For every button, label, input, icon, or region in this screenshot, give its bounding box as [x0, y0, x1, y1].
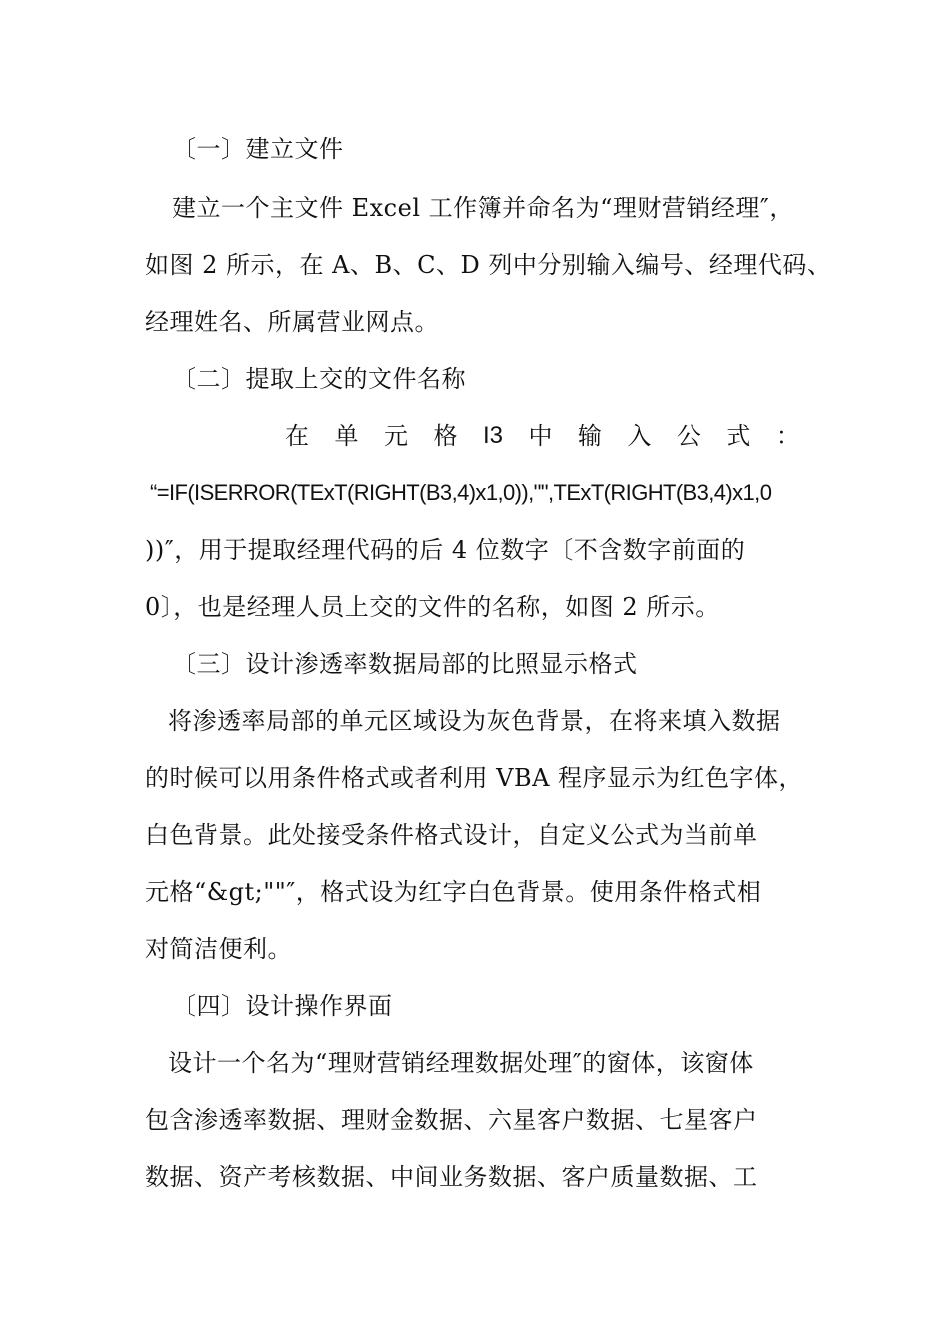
- paragraph-2-formula-line: “=IF(ISERROR(TExT(RIGHT(B3,4)x1,0)),"",TExT(RIGHT(B3,4)x1,0: [150, 480, 772, 505]
- spread-char: 格: [433, 422, 458, 450]
- spread-char: 单: [334, 422, 359, 450]
- spread-char: 入: [627, 422, 652, 450]
- spread-char: 式: [726, 422, 751, 450]
- paragraph-3-line-5: 对简洁便利。: [145, 935, 292, 963]
- paragraph-3-line-3: 白色背景。此处接受条件格式设计，自定义公式为当前单: [145, 821, 758, 849]
- section-heading-3: 〔三〕设计渗透率数据局部的比照显示格式: [172, 650, 638, 678]
- paragraph-4-line-2: 包含渗透率数据、理财金数据、六星客户数据、七星客户: [145, 1106, 758, 1134]
- paragraph-1-line-3: 经理姓名、所属营业网点。: [145, 308, 439, 336]
- section-heading-4: 〔四〕设计操作界面: [172, 992, 393, 1020]
- spread-char: ：: [775, 422, 800, 450]
- paragraph-2-line-2: ))″，用于提取经理代码的后 4 位数字〔不含数字前面的: [145, 536, 746, 564]
- paragraph-4-line-1: 设计一个名为“理财营销经理数据处理″的窗体，该窗体: [168, 1049, 754, 1077]
- paragraph-1-line-1: 建立一个主文件 Excel 工作簿并命名为“理财营销经理″，: [172, 194, 794, 222]
- spread-char: I3: [482, 422, 503, 449]
- paragraph-3-line-1: 将渗透率局部的单元区域设为灰色背景，在将来填入数据: [168, 707, 781, 735]
- paragraph-2-spread-line: [285, 418, 800, 454]
- spread-char: 中: [528, 422, 553, 450]
- section-heading-1: 〔一〕建立文件: [172, 135, 344, 163]
- paragraph-2-line-3: 0〕，也是经理人员上交的文件的名称，如图 2 所示。: [145, 593, 720, 621]
- paragraph-1-line-2: 如图 2 所示，在 A、B、C、D 列中分别输入编号、经理代码、: [145, 251, 832, 279]
- spread-char: 输: [577, 422, 602, 450]
- spread-char: 元: [383, 422, 408, 450]
- spread-char: 公: [676, 422, 701, 450]
- section-heading-2: 〔二〕提取上交的文件名称: [172, 365, 466, 393]
- paragraph-3-line-4: 元格“&gt;""″，格式设为红字白色背景。使用条件格式相: [145, 878, 762, 906]
- spread-char: 在: [285, 422, 309, 450]
- paragraph-4-line-3: 数据、资产考核数据、中间业务数据、客户质量数据、工: [145, 1163, 758, 1191]
- paragraph-3-line-2: 的时候可以用条件格式或者利用 VBA 程序显示为红色字体，: [145, 764, 804, 792]
